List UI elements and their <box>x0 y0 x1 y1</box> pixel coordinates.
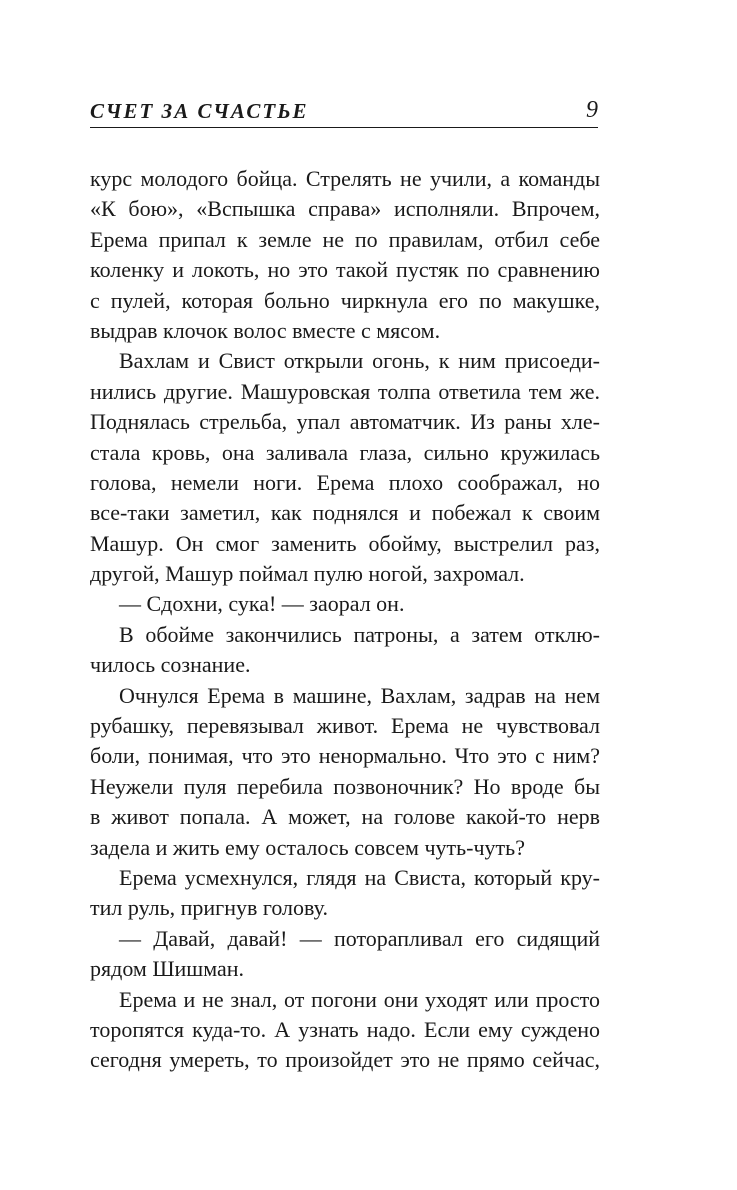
text-line: тил руль, пригнув голову. <box>90 895 328 921</box>
text-line: другой, Машур поймал пулю ногой, захромал. <box>90 561 525 587</box>
text-line: выдрав клочок волос вместе с мясом. <box>90 317 441 343</box>
text-line: стала кровь, она заливала глаза, сильно кружилась <box>90 439 600 465</box>
running-title: СЧЕТ ЗА СЧАСТЬЕ <box>90 99 309 123</box>
text-line: все-таки заметил, как поднялся и побежал к своим <box>90 500 600 526</box>
running-head <box>90 95 598 128</box>
text-line: «К бою», «Вспышка справа» исполняли. Впрочем, <box>90 196 600 222</box>
text-line: Очнулся Ерема в машине, Вахлам, задрав на нем <box>119 682 600 708</box>
text-line: рядом Шишман. <box>90 956 245 982</box>
text-line: Ерема припал к земле не по правилам, отбил себе <box>90 226 600 252</box>
text-line: В обойме закончились патроны, а затем отклю- <box>119 621 600 647</box>
text-line: торопятся куда-то. А узнать надо. Если ему суждено <box>90 1016 600 1042</box>
text-line: боли, понимая, что это ненормально. Что это с ним? <box>90 743 600 769</box>
text-line: — Сдохни, сука! — заорал он. <box>119 591 405 617</box>
body-text <box>90 164 600 1076</box>
text-line: коленку и локоть, но это такой пустяк по сравнению <box>90 257 600 283</box>
text-line: Ерема усмехнулся, глядя на Свиста, который кру- <box>119 864 600 890</box>
text-line: Поднялась стрельба, упал автоматчик. Из раны хле- <box>90 409 600 435</box>
text-line: Неужели пуля перебила позвоночник? Но вроде бы <box>90 773 600 799</box>
text-line: сегодня умереть, то произойдет это не прямо сейчас, <box>90 1047 600 1073</box>
text-line: задела и жить ему осталось совсем чуть-чуть? <box>90 834 525 860</box>
text-line: курс молодого бойца. Стрелять не учили, а команды <box>90 166 600 191</box>
page-number: 9 <box>586 97 598 123</box>
text-line: в живот попала. А может, на голове какой-то нерв <box>90 804 600 830</box>
text-line: рубашку, перевязывал живот. Ерема не чувствовал <box>90 713 600 739</box>
text-line: нились другие. Машуровская толпа ответила тем же. <box>90 378 600 404</box>
text-line: голова, немели ноги. Ерема плохо соображал, но <box>90 469 600 495</box>
text-line: Ерема и не знал, от погони они уходят или просто <box>119 986 600 1012</box>
text-line: — Давай, давай! — поторапливал его сидящий <box>119 925 600 951</box>
text-line: Вахлам и Свист открыли огонь, к ним присоеди- <box>119 348 600 374</box>
text-line: Машур. Он смог заменить обойму, выстрелил раз, <box>90 530 600 556</box>
text-line: чилось сознание. <box>90 652 251 678</box>
text-line: с пулей, которая больно чиркнула его по макушке, <box>90 287 600 313</box>
